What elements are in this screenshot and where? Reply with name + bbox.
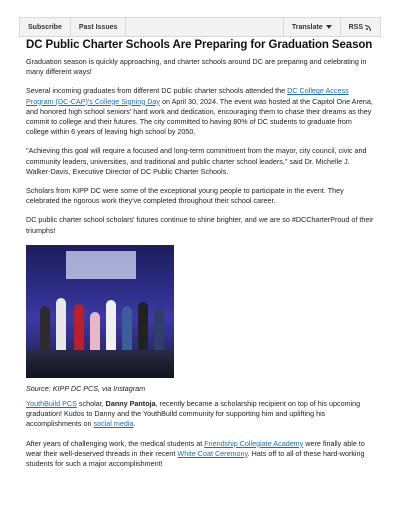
rss-icon bbox=[366, 24, 372, 30]
proud-paragraph: DC public charter school scholars' futures continue to shine brighter, and we are so #DCCharterProud of their triumphs! bbox=[26, 215, 374, 235]
translate-dropdown[interactable] bbox=[283, 18, 340, 36]
photo-figure bbox=[40, 306, 50, 356]
text-segment: . Hats off to all of these hard-working students for such a major accomplishment! bbox=[26, 448, 365, 469]
text-segment: Several incoming graduates from different DC public charter schools attended the bbox=[26, 86, 288, 96]
rss-link[interactable] bbox=[340, 18, 380, 36]
photo-caption: Source: KIPP DC PCS, via Instagram bbox=[26, 383, 146, 393]
subscribe-link[interactable]: Subscribe bbox=[20, 18, 71, 36]
intro-paragraph: Graduation season is quickly approaching, and charter schools around DC are preparing and celebrating in many different ways! bbox=[26, 57, 367, 77]
signing-day-paragraph bbox=[26, 86, 376, 137]
text-segment: , recently became a scholarship recipient on top of his upcoming graduation! Kudos to Danny and the YouthBuild community for supporting him and uplifting his accomplishments on bbox=[26, 399, 361, 429]
translate-label: Translate bbox=[291, 23, 323, 31]
past-issues-link[interactable]: Past Issues bbox=[71, 18, 127, 36]
youthbuild-link[interactable]: YouthBuild PCS bbox=[26, 399, 77, 409]
youthbuild-paragraph bbox=[26, 399, 376, 430]
text-segment: scholar, bbox=[76, 399, 106, 409]
dc-cap-link[interactable]: DC College Access Program (DC-CAP)'s College Signing Day bbox=[26, 86, 349, 106]
photo-figure bbox=[56, 298, 66, 356]
white-coat-ceremony-link[interactable]: White Coat Ceremony bbox=[177, 448, 248, 458]
kipp-paragraph: Scholars from KIPP DC were some of the exceptional young people to participate in the event. They celebrated the rigorous work they've completed throughout their school career. bbox=[26, 186, 344, 206]
friendship-paragraph bbox=[26, 439, 376, 470]
photo-figure bbox=[138, 302, 148, 356]
social-media-link[interactable]: social media bbox=[93, 419, 134, 429]
text-segment: on April 30, 2024. The event was hosted at the Capitol One Arena, and honored high school seniors' hard work and dedication, encouraging them to chase their dreams as they commit to college and their futures. The city committed to having 80% of DC students to graduate from college within 6 years of leaving high school by 2050. bbox=[26, 96, 373, 137]
rss-label: RSS bbox=[348, 23, 363, 31]
quote-paragraph: "Achieving this goal will require a focused and long-term commitment from the mayor, city council, civic and community leaders, universities, and traditional and public charter school leaders," said Dr. Michelle J. Walker-Davis, Executive Director of DC Public Charter Schools. bbox=[26, 146, 367, 176]
photo-screen bbox=[66, 251, 136, 279]
photo-figure bbox=[154, 308, 164, 356]
chevron-down-icon bbox=[326, 25, 332, 29]
scholar-name: Danny Pantoja bbox=[105, 399, 156, 409]
top-nav-bar bbox=[19, 17, 381, 37]
photo-stage bbox=[26, 350, 174, 378]
article-body bbox=[26, 39, 376, 478]
photo-figure bbox=[106, 300, 116, 356]
text-segment: After years of challenging work, the medical students at bbox=[26, 438, 205, 448]
article-title: DC Public Charter Schools Are Preparing for Graduation Season bbox=[26, 39, 373, 51]
photo-figure bbox=[122, 306, 132, 356]
kipp-students-photo bbox=[26, 245, 174, 378]
text-segment: . bbox=[133, 419, 136, 429]
photo-figure bbox=[74, 304, 84, 356]
text-segment: were finally able to wear their well-deserved threads in their recent bbox=[26, 438, 365, 458]
friendship-academy-link[interactable]: Friendship Collegiate Academy bbox=[204, 438, 304, 448]
